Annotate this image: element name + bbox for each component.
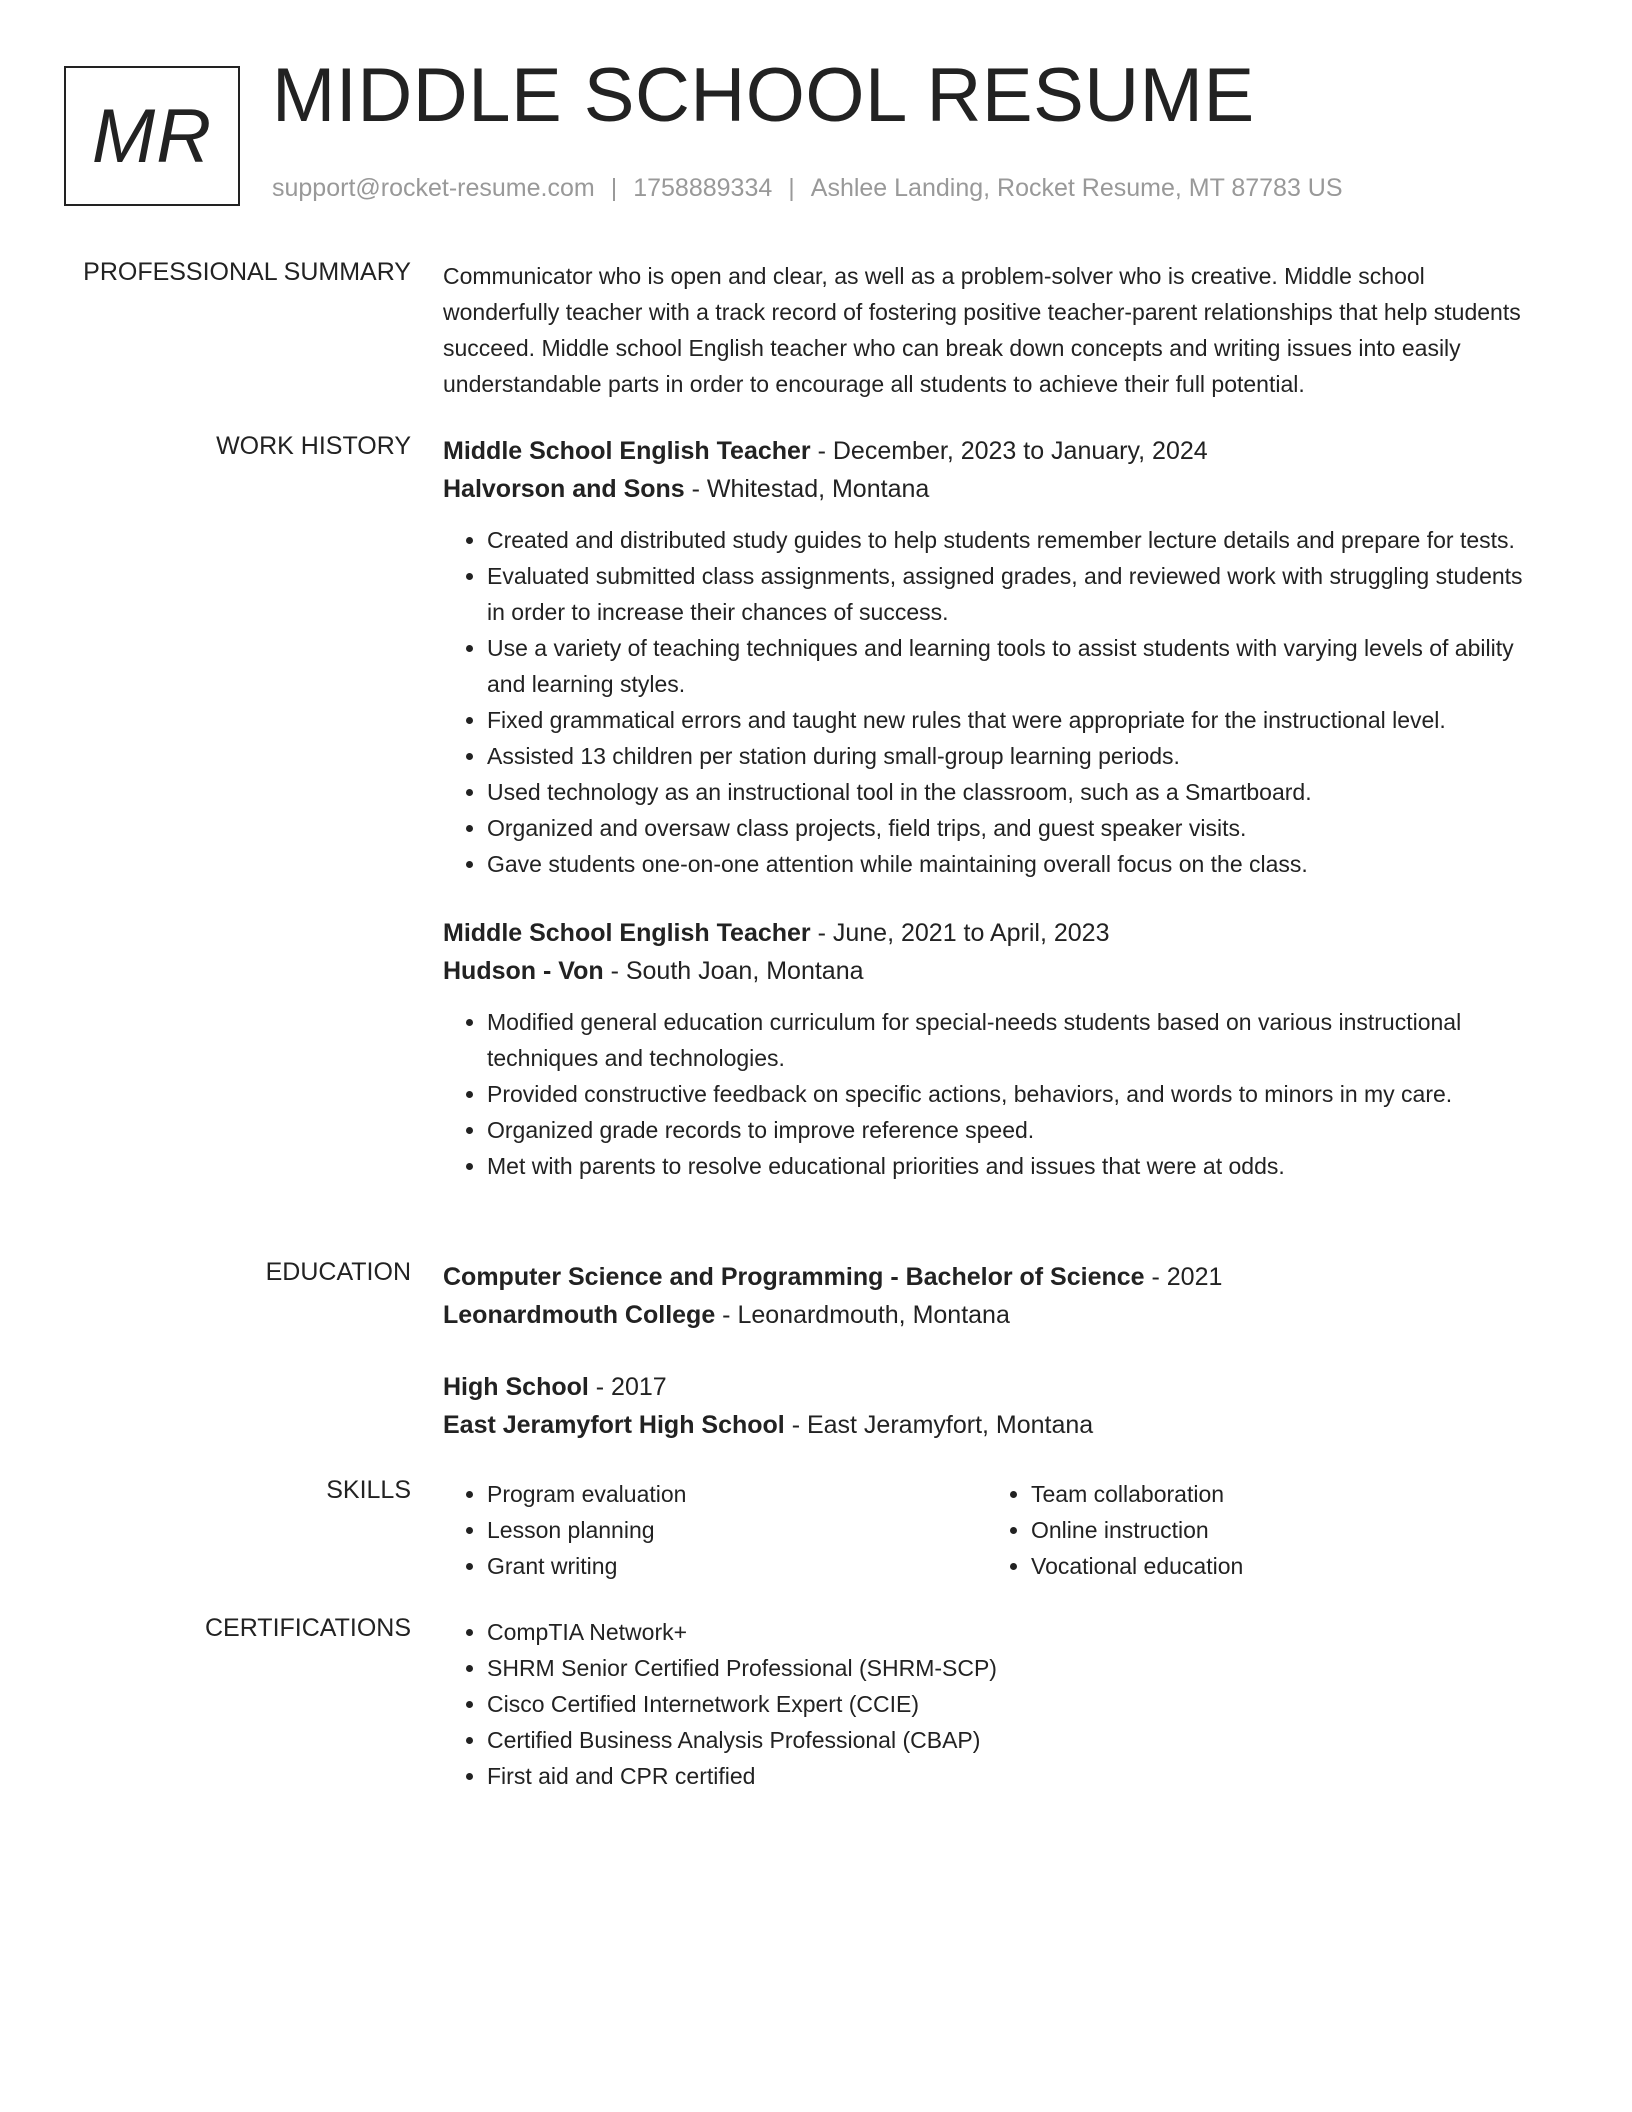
certification-item: • Certified Business Analysis Professional (CBAP) [487,1722,1543,1758]
contact-separator: | [788,174,795,202]
certifications-list [443,1614,1543,1794]
section-label-certifications: CERTIFICATIONS [204,1614,411,1642]
degree: Computer Science and Programming - Bachelor of Science [443,1263,1145,1291]
school-location: - East Jeramyfort, Montana [784,1411,1094,1439]
contact-line [272,174,1343,203]
list-item: • Provided constructive feedback on specific actions, behaviors, and words to minors in my care. [487,1076,1543,1112]
summary-body [443,258,1543,402]
list-item: • Assisted 13 children per station during small-group learning periods. [487,738,1543,774]
list-item: • Gave students one-on-one attention while maintaining overall focus on the class. [487,846,1543,882]
section-label-summary: PROFESSIONAL SUMMARY [83,258,411,286]
list-item: • Organized and oversaw class projects, field trips, and guest speaker visits. [487,810,1543,846]
school: Leonardmouth College [443,1301,716,1329]
job-company-line [443,952,1543,990]
education-entry [443,1258,1543,1334]
work-body [443,432,1543,1184]
list-item: • Organized grade records to improve reference speed. [487,1112,1543,1148]
job-company-line [443,470,1543,508]
resume-title: MIDDLE SCHOOL RESUME [272,53,1255,138]
section-label-education: EDUCATION [265,1258,411,1286]
certification-item: • CompTIA Network+ [487,1614,1543,1650]
job-bullets [443,522,1543,882]
email: support@rocket-resume.com [272,174,595,202]
skills-column-right [987,1476,1531,1584]
job-dates: - June, 2021 to April, 2023 [810,919,1110,947]
skill-item: • Online instruction [1031,1512,1531,1548]
job-title-line [443,914,1543,952]
job-company: Hudson - Von [443,957,604,985]
job-title: Middle School English Teacher [443,437,811,465]
school-line [443,1406,1543,1444]
school-location: - Leonardmouth, Montana [715,1301,1010,1329]
skills-body [443,1476,1543,1584]
education-entry [443,1368,1543,1444]
job-location: - South Joan, Montana [603,957,864,985]
education-body [443,1258,1543,1478]
certifications-body [443,1614,1543,1794]
list-item: • Used technology as an instructional tool in the classroom, such as a Smartboard. [487,774,1543,810]
job-title: Middle School English Teacher [443,919,811,947]
skill-item: • Grant writing [487,1548,987,1584]
summary-text: Communicator who is open and clear, as well as a problem-solver who is creative. Middle school wonderfully teacher with a track record of fostering positive teacher-parent relationships that help students succeed. Middle school English teacher who can break down concepts and writing issues into easily understandable parts in order to encourage all students to achieve their full potential. [443,263,1521,397]
address: Ashlee Landing, Rocket Resume, MT 87783 US [810,174,1343,202]
section-label-skills: SKILLS [326,1476,411,1504]
section-label-work: WORK HISTORY [216,432,411,460]
job-entry [443,914,1543,1184]
job-entry [443,432,1543,882]
skill-item: • Program evaluation [487,1476,987,1512]
monogram: MR [64,66,240,206]
job-company: Halvorson and Sons [443,475,685,503]
list-item: • Evaluated submitted class assignments, assigned grades, and reviewed work with struggling students in order to increase their chances of success. [487,558,1543,630]
list-item: • Modified general education curriculum for special-needs students based on various instructional techniques and technologies. [487,1004,1543,1076]
degree-year: - 2021 [1144,1263,1223,1291]
list-item: • Use a variety of teaching techniques and learning tools to assist students with varying levels of ability and learning styles. [487,630,1543,702]
certification-item: • Cisco Certified Internetwork Expert (CCIE) [487,1686,1543,1722]
list-item: • Fixed grammatical errors and taught new rules that were appropriate for the instructional level. [487,702,1543,738]
list-item: • Met with parents to resolve educational priorities and issues that were at odds. [487,1148,1543,1184]
certification-item: • First aid and CPR certified [487,1758,1543,1794]
list-item: • Created and distributed study guides to help students remember lecture details and prepare for tests. [487,522,1543,558]
job-dates: - December, 2023 to January, 2024 [810,437,1208,465]
contact-separator: | [610,174,618,202]
phone: 1758889334 [633,174,773,202]
skills-column-left [443,1476,987,1584]
job-bullets [443,1004,1543,1184]
degree-year: - 2017 [588,1373,667,1401]
degree-line [443,1258,1543,1296]
school-line [443,1296,1543,1334]
certification-item: • SHRM Senior Certified Professional (SHRM-SCP) [487,1650,1543,1686]
job-title-line [443,432,1543,470]
degree: High School [443,1373,589,1401]
skill-item: • Lesson planning [487,1512,987,1548]
skill-item: • Vocational education [1031,1548,1531,1584]
job-location: - Whitestad, Montana [684,475,930,503]
degree-line [443,1368,1543,1406]
school: East Jeramyfort High School [443,1411,785,1439]
skill-item: • Team collaboration [1031,1476,1531,1512]
